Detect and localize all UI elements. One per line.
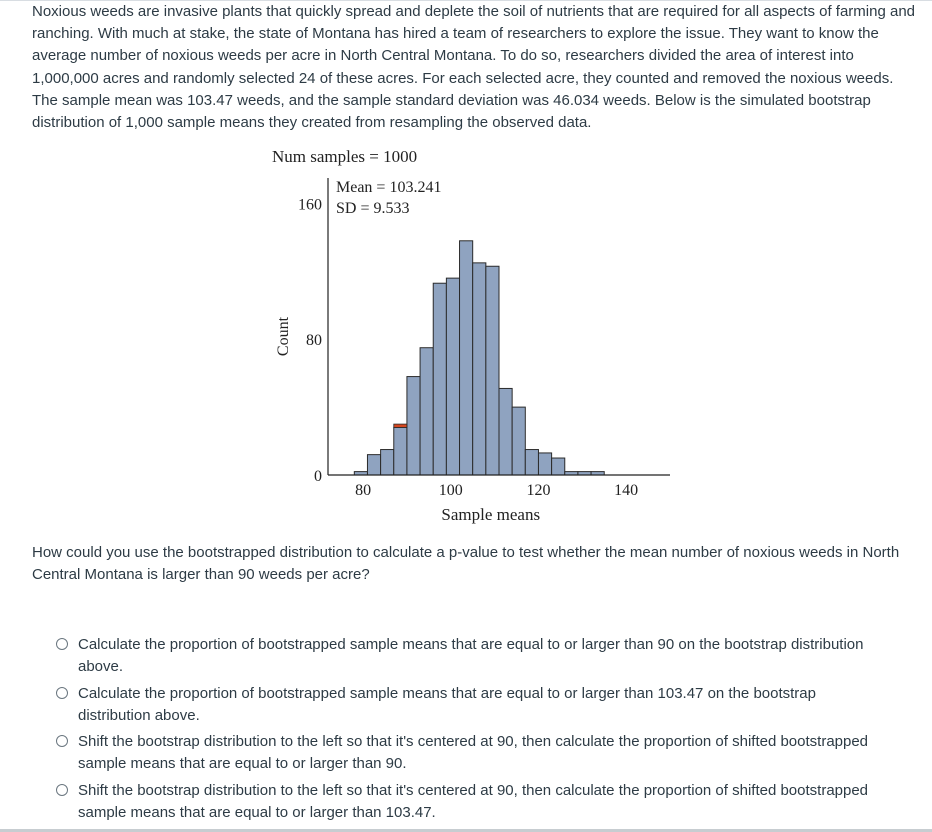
radio-button-3[interactable] <box>56 735 68 747</box>
option-4-label: Shift the bootstrap distribution to the left so that it's centered at 90, then calculate the proportion of shifted bootstrapped sample means that are equal to or larger than 103.47. <box>78 781 869 821</box>
histogram-bar <box>367 455 380 475</box>
histogram-bar <box>486 266 499 475</box>
option-3[interactable] <box>56 731 876 775</box>
histogram-bar <box>394 427 407 475</box>
option-2[interactable] <box>56 683 876 727</box>
stat-sd: SD = 9.533 <box>336 200 410 217</box>
histogram-bar <box>473 263 486 475</box>
histogram-bar <box>420 348 433 475</box>
question-text: How could you use the bootstrapped distribution to calculate a p-value to test whether the mean number of noxious weeds in North Central Montana is larger than 90 weeds per acre? <box>32 544 900 584</box>
x-tick-label: 80 <box>355 482 372 499</box>
stat-mean: Mean = 103.241 <box>336 179 442 196</box>
y-tick-label: 160 <box>298 196 322 214</box>
histogram-bar <box>499 388 512 475</box>
histogram-bar <box>512 407 525 475</box>
option-1[interactable] <box>56 634 876 678</box>
answer-options <box>56 634 876 828</box>
y-axis-label: Count <box>275 316 292 357</box>
histogram-bar <box>446 278 459 475</box>
chart-title: Num samples = 1000 <box>272 147 418 166</box>
x-tick-label: 100 <box>438 482 463 499</box>
histogram-bar <box>552 458 565 475</box>
bars-group <box>354 241 604 475</box>
option-4[interactable] <box>56 780 876 824</box>
x-axis-label: Sample means <box>441 505 541 524</box>
radio-button-4[interactable] <box>56 784 68 796</box>
histogram-bar <box>538 453 551 475</box>
bootstrap-histogram <box>262 140 682 530</box>
histogram-svg <box>262 140 682 530</box>
radio-button-1[interactable] <box>56 638 68 650</box>
y-tick-label: 0 <box>314 468 322 485</box>
x-tick-label: 140 <box>614 482 639 499</box>
highlighted-bar-segment <box>394 424 407 427</box>
histogram-bar <box>433 283 446 475</box>
histogram-bar <box>407 377 420 475</box>
option-1-label: Calculate the proportion of bootstrapped sample means that are equal to or larger than 90 on the bootstrap distribution above. <box>78 636 864 675</box>
intro-paragraph: Noxious weeds are invasive plants that quickly spread and deplete the soil of nutrients that are required for all aspects of farming and ranching. With much at stake, the state of Montana has hired a team of researchers to explore the issue. They want to know the average number of noxious weeds per acre in North Central Montana. To do so, researchers divided the area of interest into 1,000,000 acres and randomly selected 24 of these acres. For each selected acre, they counted and removed the noxious weeds. The sample mean was 103.47 weeds, and the sample standard deviation was 46.034 weeds. Below is the simulated bootstrap distribution of 1,000 sample means they created from resampling the observed data. <box>32 3 916 132</box>
option-3-label: Shift the bootstrap distribution to the left so that it's centered at 90, then calculate the proportion of shifted bootstrapped sample means that are equal to or larger than 90. <box>78 733 869 773</box>
histogram-bar <box>460 241 473 475</box>
radio-button-2[interactable] <box>56 687 68 699</box>
histogram-bar <box>525 450 538 475</box>
x-tick-label: 120 <box>526 482 551 499</box>
y-tick-label: 80 <box>306 332 322 350</box>
option-2-label: Calculate the proportion of bootstrapped sample means that are equal to or larger than 103.47 on the bootstrap distribution above. <box>78 684 816 724</box>
histogram-bar <box>381 450 394 475</box>
